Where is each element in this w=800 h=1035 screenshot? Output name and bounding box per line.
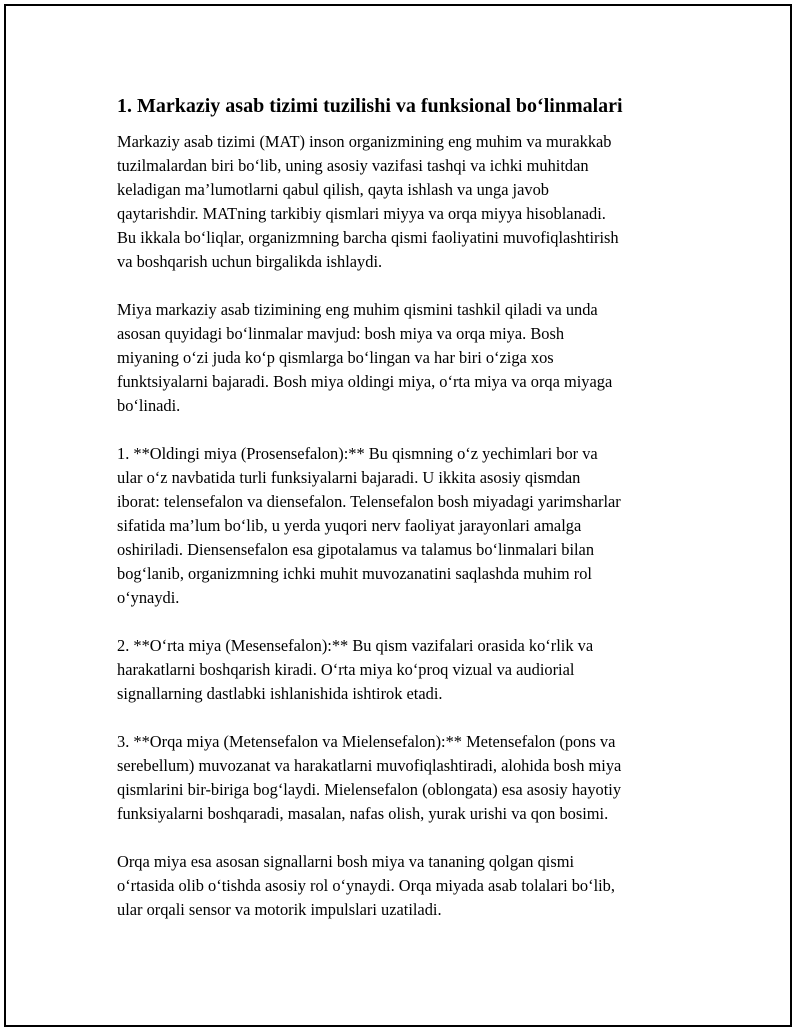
paragraph	[117, 634, 697, 706]
text-line: qaytarishdir. MATning tarkibiy qismlari miyya va orqa miyya hisoblanadi.	[117, 204, 606, 223]
text-line: ular o‘z navbatida turli funksiyalarni bajaradi. U ikkita asosiy qismdan	[117, 468, 581, 487]
paragraph	[117, 850, 697, 922]
paragraph	[117, 298, 697, 418]
text-line: 1. **Oldingi miya (Prosensefalon):** Bu qismning o‘z yechimlari bor va	[117, 444, 598, 463]
document-body	[117, 92, 697, 946]
text-line: Bu ikkala bo‘liqlar, organizmning barcha qismi faoliyatini muvofiqlashtirish	[117, 228, 619, 247]
paragraph	[117, 130, 697, 274]
paragraph	[117, 730, 697, 826]
text-line: o‘ynaydi.	[117, 588, 180, 607]
text-line: bo‘linadi.	[117, 396, 181, 415]
text-line: harakatlarni boshqarish kiradi. O‘rta miya ko‘proq vizual va audiorial	[117, 660, 575, 679]
text-line: asosan quyidagi bo‘linmalar mavjud: bosh miya va orqa miya. Bosh	[117, 324, 565, 343]
text-line: funksiyalarni boshqaradi, masalan, nafas olish, yurak urishi va qon bosimi.	[117, 804, 609, 823]
text-line: signallarning dastlabki ishlanishida ishtirok etadi.	[117, 684, 443, 703]
text-line: funktsiyalarni bajaradi. Bosh miya oldingi miya, o‘rta miya va orqa miyaga	[117, 372, 613, 391]
text-line: keladigan ma’lumotlarni qabul qilish, qayta ishlash va unga javob	[117, 180, 549, 199]
text-line: oshiriladi. Diensensefalon esa gipotalamus va talamus bo‘linmalari bilan	[117, 540, 595, 559]
text-line: sifatida ma’lum bo‘lib, u yerda yuqori nerv faoliyat jarayonlari amalga	[117, 516, 582, 535]
document-title: 1. Markaziy asab tizimi tuzilishi va funksional bo‘linmalari	[117, 95, 623, 117]
text-line: tuzilmalardan biri bo‘lib, uning asosiy vazifasi tashqi va ichki muhitdan	[117, 156, 589, 175]
paragraph	[117, 442, 697, 610]
text-line: o‘rtasida olib o‘tishda asosiy rol o‘ynaydi. Orqa miyada asab tolalari bo‘lib,	[117, 876, 615, 895]
text-line: iborat: telensefalon va diensefalon. Telensefalon bosh miyadagi yarimsharlar	[117, 492, 621, 511]
text-line: va boshqarish uchun birgalikda ishlaydi.	[117, 252, 383, 271]
text-line: 2. **O‘rta miya (Mesensefalon):** Bu qism vazifalari orasida ko‘rlik va	[117, 636, 594, 655]
text-line: Markaziy asab tizimi (MAT) inson organizmining eng muhim va murakkab	[117, 132, 612, 151]
text-line: serebellum) muvozanat va harakatlarni muvofiqlashtiradi, alohida bosh miya	[117, 756, 622, 775]
text-line: 3. **Orqa miya (Metensefalon va Mielensefalon):** Metensefalon (pons va	[117, 732, 616, 751]
text-line: bog‘lanib, organizmning ichki muhit muvozanatini saqlashda muhim rol	[117, 564, 592, 583]
paragraph-list	[117, 130, 697, 922]
text-line: miyaning o‘zi juda ko‘p qismlarga bo‘lingan va har biri o‘ziga xos	[117, 348, 554, 367]
text-line: Orqa miya esa asosan signallarni bosh miya va tananing qolgan qismi	[117, 852, 575, 871]
text-line: ular orqali sensor va motorik impulslari uzatiladi.	[117, 900, 442, 919]
text-line: Miya markaziy asab tizimining eng muhim qismini tashkil qiladi va unda	[117, 300, 598, 319]
text-line: qismlarini bir-biriga bog‘laydi. Mielensefalon (oblongata) esa asosiy hayotiy	[117, 780, 622, 799]
